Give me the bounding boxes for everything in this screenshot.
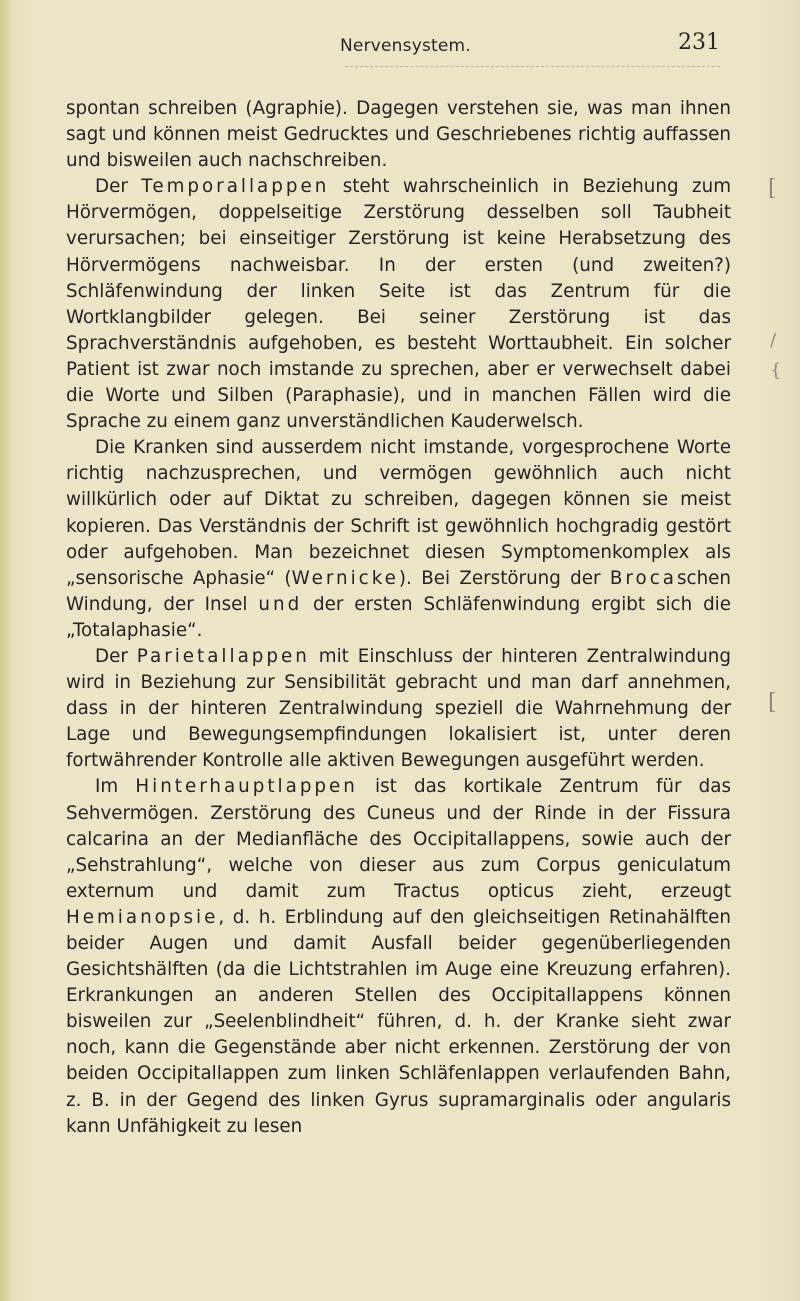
- spaced-emphasis-term: Parietallappen: [136, 645, 310, 667]
- spaced-emphasis-term: Wernicke: [291, 567, 399, 589]
- spaced-emphasis-term: und: [258, 593, 303, 615]
- page-gutter-shadow: [0, 0, 10, 1301]
- paragraph-text: Die Kranken sind ausserdem nicht imstande, vorgesprochene Worte richtig nachzusprechen, und vermögen gewöhnlich auch nicht willkürlich oder auf Diktat zu schreiben, dagegen können sie meist kopieren. Das Verständnis der Schrift ist gewöhnlich hochgradig gestört oder aufgehoben. Man bezeichnet diesen Symptomenkomplex als „sensorische Aphasie“ (: [66, 437, 731, 589]
- margin-bracket-mark: [: [768, 176, 777, 201]
- paragraph-text: ). Bei Zerstörung der: [398, 567, 610, 589]
- margin-pencil-mark: {: [770, 360, 782, 381]
- paragraph-text: Im: [95, 776, 136, 798]
- paragraph: [66, 774, 731, 1139]
- paragraph: [66, 96, 731, 174]
- paragraph-text: Der: [95, 645, 137, 667]
- spaced-emphasis-term: Hinterhauptlappen: [135, 776, 358, 798]
- paragraph: [66, 644, 731, 774]
- margin-bracket-mark: [: [768, 690, 777, 715]
- paragraph: [66, 174, 731, 435]
- spaced-emphasis-term: Temporallappen: [141, 176, 330, 198]
- paragraph-text: , d. h. Erblindung auf den gleichseitigen Retinahälften beider Augen und damit Ausfall beider gegenüberliegenden Gesichtshälften (da die Lichtstrahlen im Auge eine Kreuzung erfahren). Erkrankungen an anderen Stellen des Occipitallappens können bisweilen zur „Seelenblindheit“ führen, d. h. der Kranke sieht zwar noch, kann die Gegenstände aber nicht erkennen. Zerstörung der von beiden Occipitallappen zum linken Schläfenlappen verlaufenden Bahn, z. B. in der Gegend des linken Gyrus supramarginalis oder angularis kann Unfähigkeit zu lesen: [66, 906, 731, 1137]
- spaced-emphasis-term: Hemianopsie: [66, 906, 219, 928]
- paragraph-text: spontan schreiben (Agraphie). Dagegen verstehen sie, was man ihnen sagt und können meist Gedrucktes und Geschriebenes richtig auffassen und bisweilen auch nachschreiben.: [66, 98, 731, 172]
- page-header: [340, 30, 720, 66]
- paragraph: [66, 435, 731, 644]
- page-number: 231: [678, 30, 720, 55]
- margin-pencil-mark: /: [770, 330, 777, 351]
- running-title: Nervensystem.: [340, 36, 471, 56]
- paragraph-text: der ersten Schläfenwindung ergibt sich die „Totalaphasie“.: [66, 593, 731, 641]
- spaced-emphasis-term: Broca: [609, 567, 677, 589]
- paragraph-text: mit Einschluss der hinteren Zentralwindung wird in Beziehung zur Sensibilität gebracht und man darf annehmen, dass in der hinteren Zentralwindung speziell die Wahrnehmung der Lage und Bewegungsempfindungen lokalisiert ist, unter deren fortwährender Kontrolle alle aktiven Bewegungen ausgeführt werden.: [66, 645, 732, 772]
- paragraph-text: schen Windung, der Insel: [66, 567, 731, 615]
- paragraph-text: steht wahrscheinlich in Beziehung zum Hörvermögen, doppelseitige Zerstörung desselben soll Taubheit verursachen; bei einseitiger Zerstörung ist keine Herabsetzung des Hörvermögens nachweisbar. In der ersten (und zweiten?) Schläfenwindung der linken Seite ist das Zentrum für die Wortklangbilder gelegen. Bei seiner Zerstörung ist das Sprachverständnis aufgehoben, es besteht Worttaubheit. Ein solcher Patient ist zwar noch imstande zu sprechen, aber er verwechselt dabei die Worte und Silben (Paraphasie), und in manchen Fällen wird die Sprache zu einem ganz unverständlichen Kauderwelsch.: [66, 176, 732, 433]
- body-text: [66, 96, 731, 1140]
- header-rule: [345, 66, 720, 67]
- paragraph-text: ist das kortikale Zentrum für das Sehvermögen. Zerstörung des Cuneus und der Rinde in der Fissura calcarina an der Medianfläche des Occipitallappens, sowie auch der „Sehstrahlung“, welche von dieser aus zum Corpus geniculatum externum und damit zum Tractus opticus zieht, erzeugt: [66, 776, 731, 902]
- paragraph-text: Der: [95, 176, 142, 198]
